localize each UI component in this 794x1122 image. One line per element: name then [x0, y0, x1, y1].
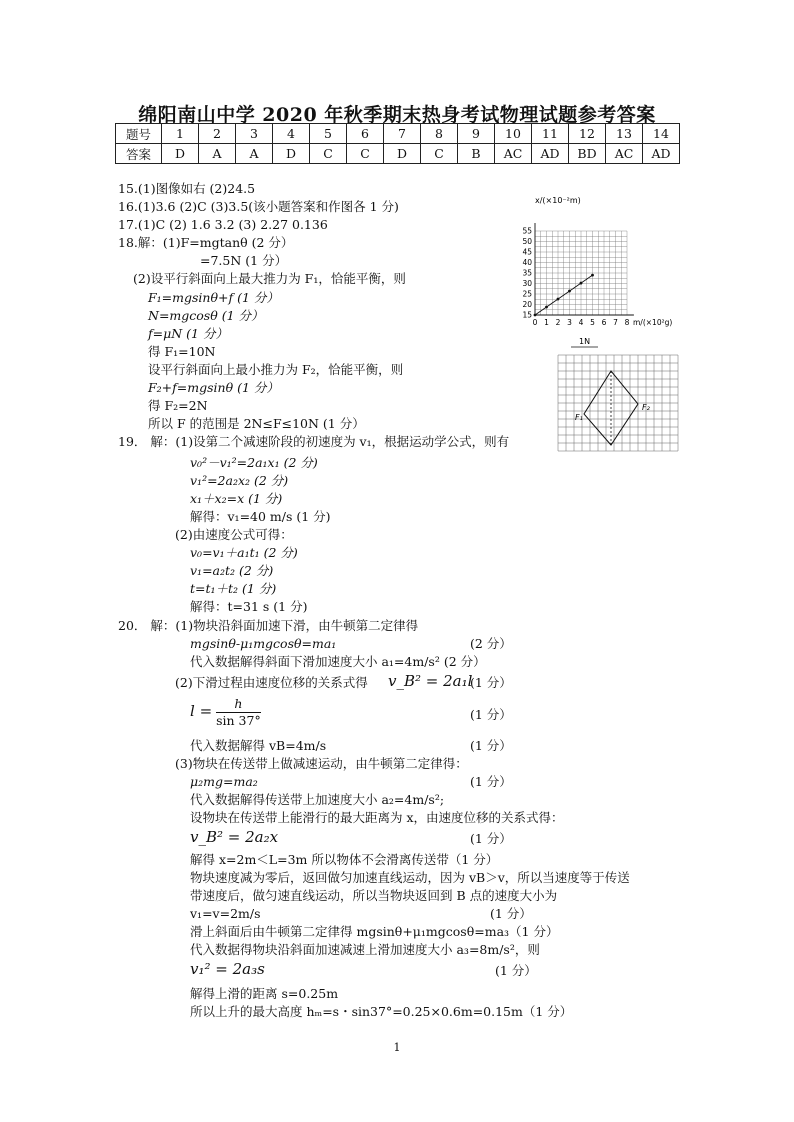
answer-table: [115, 123, 680, 164]
answer-cell: C: [347, 144, 384, 164]
answer-18-line: =7.5N (1 分）: [200, 253, 288, 268]
x-tick-label: 7: [613, 318, 618, 327]
answer-header: 答案: [116, 144, 162, 164]
y-tick-label: 20: [522, 300, 532, 309]
answer-20-line: 20． 解：(1)物块沿斜面加速下滑，由牛顿第二定律得: [118, 618, 419, 633]
question-number: 12: [569, 124, 606, 144]
y-tick-label: 55: [522, 226, 532, 236]
answer-19-line: 19． 解：(1)设第二个减速阶段的初速度为 v₁，根据运动学公式，则有: [118, 434, 510, 449]
answer-cell: AD: [643, 144, 680, 164]
score-label: (1 分）: [490, 906, 532, 921]
score-label: (1 分）: [495, 963, 537, 978]
question-number: 13: [606, 124, 643, 144]
question-number: 3: [236, 124, 273, 144]
answer-20-line: 带速度后，做匀速直线运动，所以当物块返回到 B 点的速度大小为: [190, 888, 558, 903]
question-number: 2: [199, 124, 236, 144]
page-number: 1: [393, 1041, 401, 1054]
answer-cell: C: [310, 144, 347, 164]
score-label: (1 分）: [470, 738, 512, 753]
answer-20-line: (3)物块在传送带上做减速运动，由牛顿第二定律得：: [175, 756, 468, 771]
answer-20-line: 解得 x=2m＜L=3m 所以物体不会滑离传送带（1 分）: [190, 852, 499, 867]
x-tick-label: 5: [590, 318, 595, 327]
force-grid: [558, 355, 678, 451]
answer-20-line: v₁=v=2m/s: [190, 906, 261, 921]
answer-17: 17.(1)C (2) 1.6 3.2 (3) 2.27 0.136: [118, 217, 328, 232]
score-label: (1 分）: [470, 707, 512, 722]
question-number: 10: [495, 124, 532, 144]
scale-label: 1N: [579, 337, 591, 346]
y-tick-label: 40: [522, 258, 532, 267]
page-title: 绵阳南山中学 2020 年秋季期末热身考试物理试题参考答案: [138, 104, 656, 126]
answer-20-line: 代入数据得物块沿斜面加速减速上滑加速度大小 a₃=8m/s²，则: [190, 942, 540, 957]
graph-x-label: m/(×10²g): [633, 318, 673, 327]
f1-label: F₁: [575, 413, 583, 422]
question-number: 5: [310, 124, 347, 144]
y-tick-label: 45: [522, 247, 532, 257]
answer-cell: A: [236, 144, 273, 164]
answer-cell: D: [162, 144, 199, 164]
answer-18-line: F₁=mgsinθ+f (1 分）: [148, 290, 279, 305]
answer-16: 16.(1)3.6 (2)C (3)3.5(该小题答案和作图各 1 分): [118, 199, 399, 214]
answer-20-line: (2)下滑过程由速度位移的关系式得: [175, 675, 368, 690]
formula: v₁² = 2a₃s: [190, 960, 265, 978]
fraction-numerator: h: [216, 696, 261, 713]
answer-18-line: f=μN (1 分）: [148, 326, 228, 341]
x-tick-label: 3: [567, 318, 572, 327]
answer-18-line: (2)设平行斜面向上最大推力为 F₁，恰能平衡，则: [133, 271, 406, 286]
answer-cell: AC: [495, 144, 532, 164]
answer-20-line: μ₂mg=ma₂: [190, 774, 258, 789]
formula: v_B² = 2a₂x: [190, 828, 279, 846]
data-point: [591, 274, 594, 277]
score-label: (1 分）: [470, 831, 512, 846]
answer-15: 15.(1)图像如右 (2)24.5: [118, 181, 256, 196]
answer-19-line: x₁＋x₂=x (1 分): [190, 491, 283, 506]
answer-19-line: (2)由速度公式可得：: [175, 527, 293, 542]
fraction: [216, 696, 261, 729]
question-number: 11: [532, 124, 569, 144]
formula-fraction: [190, 696, 261, 729]
question-number: 9: [458, 124, 495, 144]
number-header: 题号: [116, 124, 162, 144]
x-tick-label: 0: [532, 318, 538, 327]
question-number: 7: [384, 124, 421, 144]
answer-19-line: v₁²=2a₂x₂ (2 分): [190, 473, 289, 488]
answer-18-line: 设平行斜面向上最小推力为 F₂，恰能平衡，则: [148, 362, 404, 377]
graph-y-label: x/(×10⁻²m): [535, 196, 581, 205]
x-tick-label: 8: [624, 318, 630, 327]
y-tick-label: 30: [522, 279, 532, 288]
answer-20-line: 代入数据解得 vB=4m/s: [190, 738, 327, 753]
y-tick-label: 50: [522, 237, 532, 246]
answer-20-line: 物块速度减为零后，返回做匀加速直线运动，因为 vB＞v，所以当速度等于传送: [190, 870, 630, 885]
answer-cell: C: [421, 144, 458, 164]
answer-18-line: 得 F₂=2N: [148, 398, 208, 413]
answer-19-line: 解得：v₁=40 m/s (1 分): [190, 509, 331, 524]
answer-cell: BD: [569, 144, 606, 164]
answer-cell: A: [199, 144, 236, 164]
question-number: 6: [347, 124, 384, 144]
answer-20-line: 代入数据解得传送带上加速度大小 a₂=4m/s²;: [190, 792, 445, 807]
question-number: 14: [643, 124, 680, 144]
answer-table-answer-row: [116, 144, 680, 164]
answer-20-line: 解得上滑的距离 s=0.25m: [190, 986, 339, 1001]
answer-19-line: v₀=v₁＋a₁t₁ (2 分): [190, 545, 298, 560]
x-tick-label: 4: [578, 318, 584, 327]
answer-20-line: 代入数据解得斜面下滑加速度大小 a₁=4m/s² (2 分）: [190, 654, 486, 669]
question-number: 1: [162, 124, 199, 144]
score-label: (1 分）: [470, 774, 512, 789]
y-tick-label: 15: [522, 310, 532, 320]
answer-cell: AD: [532, 144, 569, 164]
answer-18-line: N=mgcosθ (1 分）: [148, 308, 264, 323]
y-tick-label: 25: [522, 289, 532, 299]
answer-cell: B: [458, 144, 495, 164]
answer-18-line: 18.解：(1)F=mgtanθ (2 分）: [118, 235, 294, 250]
answer-19-line: 解得：t=31 s (1 分): [190, 599, 308, 614]
question-number: 8: [421, 124, 458, 144]
x-tick-label: 2: [555, 318, 561, 327]
answer-cell: AC: [606, 144, 643, 164]
data-point: [545, 306, 548, 309]
fraction-denominator: sin 37°: [216, 713, 261, 728]
answer-18-line: 得 F₁=10N: [148, 344, 216, 359]
answer-20-line: 所以上升的最大高度 hₘ=s・sin37°=0.25×0.6m=0.15m（1 分）: [190, 1004, 573, 1019]
x-tick-label: 1: [544, 318, 549, 327]
graph-grid: [535, 223, 634, 315]
x-tick-label: 6: [601, 318, 607, 327]
answer-cell: D: [384, 144, 421, 164]
score-label: (2 分）: [470, 636, 512, 651]
f2-label: F₂: [642, 403, 650, 412]
answer-19-line: v₀²－v₁²=2a₁x₁ (2 分): [190, 455, 318, 470]
answer-18-line: 所以 F 的范围是 2N≤F≤10N (1 分）: [148, 416, 365, 431]
answer-cell: D: [273, 144, 310, 164]
fraction-lhs: l =: [190, 702, 213, 720]
data-point: [580, 282, 583, 285]
question-number: 4: [273, 124, 310, 144]
data-point: [568, 290, 571, 293]
y-tick-label: 35: [522, 268, 532, 278]
spring-graph: [505, 193, 680, 333]
force-diagram: [548, 335, 683, 455]
answer-19-line: t=t₁＋t₂ (1 分): [190, 581, 277, 596]
answer-20-line: 滑上斜面后由牛顿第二定律得 mgsinθ+μ₁mgcosθ=ma₃（1 分）: [190, 924, 559, 939]
formula: v_B² = 2a₁l: [388, 672, 473, 690]
score-label: (1 分）: [470, 675, 512, 690]
answer-18-line: F₂+f=mgsinθ (1 分）: [148, 380, 279, 395]
data-point: [534, 314, 537, 317]
answer-20-line: mgsinθ-μ₁mgcosθ=ma₁: [190, 636, 337, 651]
answer-20-line: 设物块在传送带上能滑行的最大距离为 x，由速度位移的关系式得：: [190, 810, 564, 825]
data-point: [557, 298, 560, 301]
answer-19-line: v₁=a₂t₂ (2 分): [190, 563, 274, 578]
answer-table-number-row: [116, 124, 680, 144]
